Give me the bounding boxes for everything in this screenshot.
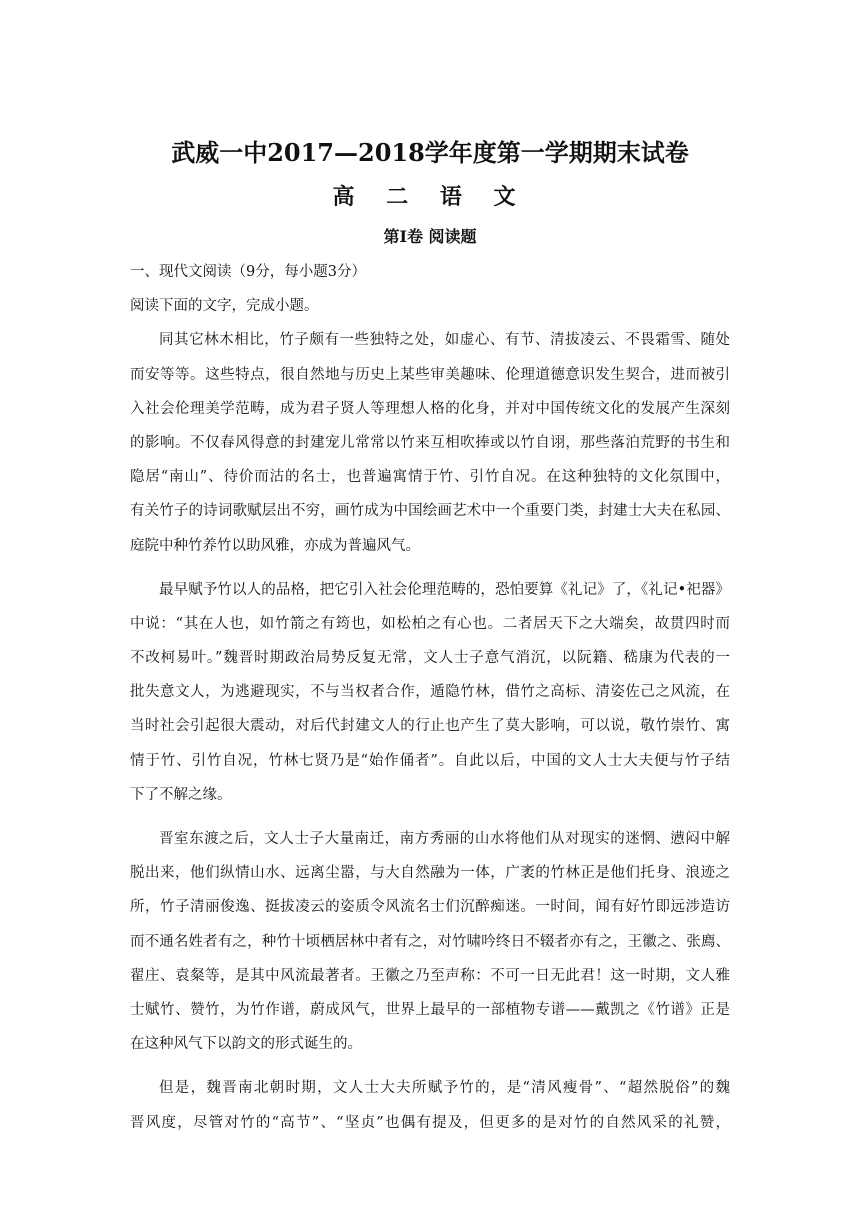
paragraph <box>130 573 730 812</box>
passage <box>130 323 730 1139</box>
paragraph-line: 晋室东渡之后，文人士子大量南迁，南方秀丽的山水将他们从对现实的迷惘、懑闷中解 <box>159 831 730 847</box>
paragraph-line: 翟庄、袁粲等，是其中风流最著者。王徽之乃至声称：不可一日无此君！这一时期，文人雅 <box>130 967 730 984</box>
paragraph-line: 晋风度，尽管对竹的“高节”、“坚贞”也偶有提及，但更多的是对竹的自然风采的礼赞， <box>130 1114 730 1131</box>
paragraph-line: 隐居“南山”、待价而沽的名士，也普遍寓情于竹、引竹自况。在这种独特的文化氛围中， <box>130 469 730 486</box>
paragraph <box>130 1071 730 1139</box>
paragraph-line: 但是，魏晋南北朝时期，文人士大夫所赋予竹的，是“清风瘦骨”、“超然脱俗”的魏 <box>159 1080 730 1097</box>
question-heading: 一、现代文阅读（9分，每小题3分） <box>130 264 366 280</box>
paragraph-line: 中说：“其在人也，如竹箭之有筠也，如松柏之有心也。二者居天下之大端矣，故贯四时而 <box>130 615 730 632</box>
paragraph-line: 批失意文人，为逃避现实，不与当权者合作，遁隐竹林，借竹之高标、清姿佐己之风流，在 <box>130 684 730 701</box>
exam-subtitle: 高 二 语 文 <box>332 184 528 210</box>
paragraph-line: 有关竹子的诗词歌赋层出不穷，画竹成为中国绘画艺术中一个重要门类，封建士大夫在私园、 <box>130 503 730 520</box>
document-body <box>130 255 730 1140</box>
section-title: 第Ⅰ卷 阅读题 <box>383 227 477 246</box>
paragraph-line: 最早赋予竹以人的品格，把它引入社会伦理范畴的，恐怕要算《礼记》了，《礼记•祀器》 <box>159 581 730 598</box>
paragraph-line: 而安等等。这些特点，很自然地与历史上某些审美趣味、伦理道德意识发生契合，进而被引 <box>130 366 730 383</box>
paragraph-line: 下了不解之缘。 <box>130 786 232 803</box>
paragraph-line: 庭院中种竹养竹以助风雅，亦成为普遍风气。 <box>130 537 420 554</box>
paragraph-line: 而不通名姓者有之，种竹十顷栖居林中者有之，对竹啸吟终日不辍者亦有之，王徽之、张廌、 <box>130 933 730 950</box>
exam-title: 武威一中2017—2018学年度第一学期期末试卷 <box>171 138 689 167</box>
paragraph-line: 的影响。不仅春风得意的封建宠儿常常以竹来互相吹捧或以竹自诩，那些落泊荒野的书生和 <box>130 434 730 451</box>
question-instruction: 阅读下面的文字，完成小题。 <box>130 298 319 315</box>
paragraph-line: 入社会伦理美学范畴，成为君子贤人等理想人格的化身，并对中国传统文化的发展产生深刻 <box>130 400 730 417</box>
paragraph-line: 当时社会引起很大震动，对后代封建文人的行止也产生了莫大影响，可以说，敬竹崇竹、寓 <box>130 718 730 735</box>
paragraph-line: 脱出来，他们纵情山水、远离尘嚣，与大自然融为一体，广袤的竹林正是他们托身、浪迹之 <box>130 865 730 882</box>
paragraph-line: 同其它林木相比，竹子颇有一些独特之处，如虚心、有节、清拔凌云、不畏霜雪、随处 <box>159 332 730 349</box>
paragraph-line: 所，竹子清丽俊逸、挺拔凌云的姿质令风流名士们沉醉痴迷。一时间，闻有好竹即远涉造访 <box>130 899 730 916</box>
paragraph <box>130 822 730 1061</box>
paragraph-line: 在这种风气下以韵文的形式诞生的。 <box>130 1036 362 1053</box>
paragraph-line: 不改柯易叶。”魏晋时期政治局势反复无常，文人士子意气消沉，以阮籍、嵇康为代表的一 <box>130 650 730 667</box>
paragraph-line: 士赋竹、赞竹，为竹作谱，蔚成风气，世界上最早的一部植物专谱——戴凯之《竹谱》正是 <box>130 1001 730 1018</box>
paragraph <box>130 323 730 562</box>
paragraph-line: 情于竹、引竹自况，竹林七贤乃是“始作俑者”。自此以后，中国的文人士大夫便与竹子结 <box>130 752 730 769</box>
